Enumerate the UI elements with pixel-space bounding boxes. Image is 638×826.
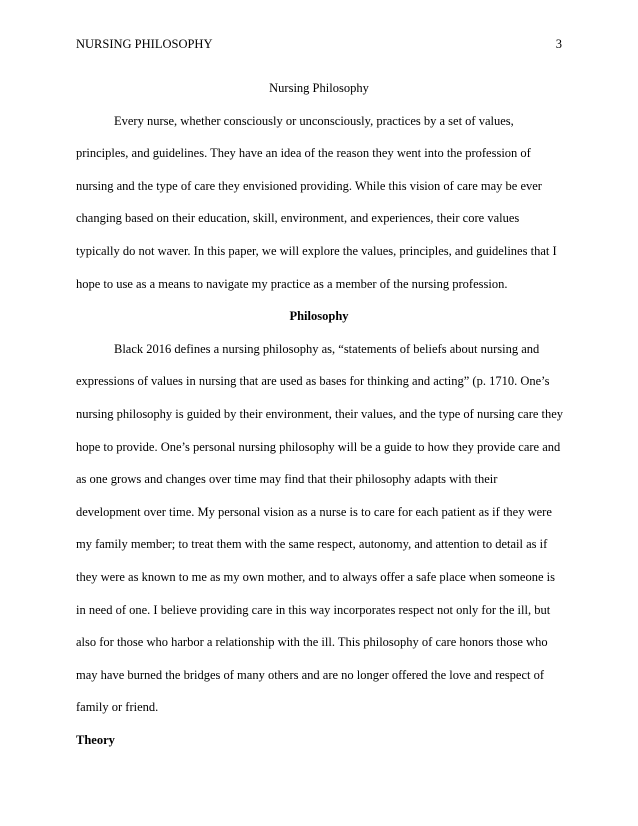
- page-number: 3: [555, 37, 562, 51]
- document-body: [76, 72, 562, 756]
- paragraph-line: hope to use as a means to navigate my practice as a member of the nursing profession.: [76, 276, 508, 291]
- paragraph-line: they were as known to me as my own mother, and to always offer a safe place when someone is: [76, 569, 555, 584]
- paragraph-line: Black 2016 defines a nursing philosophy as, “statements of beliefs about nursing and: [114, 341, 540, 356]
- paragraph-line: changing based on their education, skill, environment, and experiences, their core values: [76, 211, 520, 226]
- section-heading-theory: Theory: [76, 732, 115, 747]
- paragraph-line: principles, and guidelines. They have an idea of the reason they went into the profession of: [76, 146, 531, 161]
- paragraph-line: Every nurse, whether consciously or unconsciously, practices by a set of values,: [114, 113, 514, 128]
- paragraph-line: may have burned the bridges of many others and are no longer offered the love and respect of: [76, 667, 544, 682]
- section-heading-philosophy: Philosophy: [289, 309, 349, 324]
- paragraph-line: nursing philosophy is guided by their environment, their values, and the type of nursing care they: [76, 406, 564, 421]
- paragraph-line: my family member; to treat them with the same respect, autonomy, and attention to detail as if: [76, 537, 548, 552]
- paragraph-line: nursing and the type of care they envisioned providing. While this vision of care may be ever: [76, 178, 542, 193]
- paragraph-line: hope to provide. One’s personal nursing philosophy will be a guide to how they provide care and: [76, 439, 561, 454]
- paragraph-line: also for those who harbor a relationship with the ill. This philosophy of care honors those who: [76, 635, 548, 650]
- document-title: Nursing Philosophy: [269, 81, 369, 95]
- paragraph-line: expressions of values in nursing that are used as bases for thinking and acting” (p. 1710. One’s: [76, 374, 550, 389]
- philosophy-paragraph: [76, 333, 562, 724]
- paragraph-line: family or friend.: [76, 700, 159, 715]
- running-head-title: NURSING PHILOSOPHY: [76, 37, 213, 51]
- running-head: [76, 36, 562, 52]
- paragraph-line: development over time. My personal vision as a nurse is to care for each patient as if they were: [76, 504, 552, 519]
- paragraph-line: typically do not waver. In this paper, we will explore the values, principles, and guidelines that I: [76, 243, 557, 258]
- intro-paragraph: [76, 105, 562, 301]
- paragraph-line: in need of one. I believe providing care in this way incorporates respect not only for the ill, but: [76, 602, 551, 617]
- paragraph-line: as one grows and changes over time may find that their philosophy adapts with their: [76, 472, 498, 487]
